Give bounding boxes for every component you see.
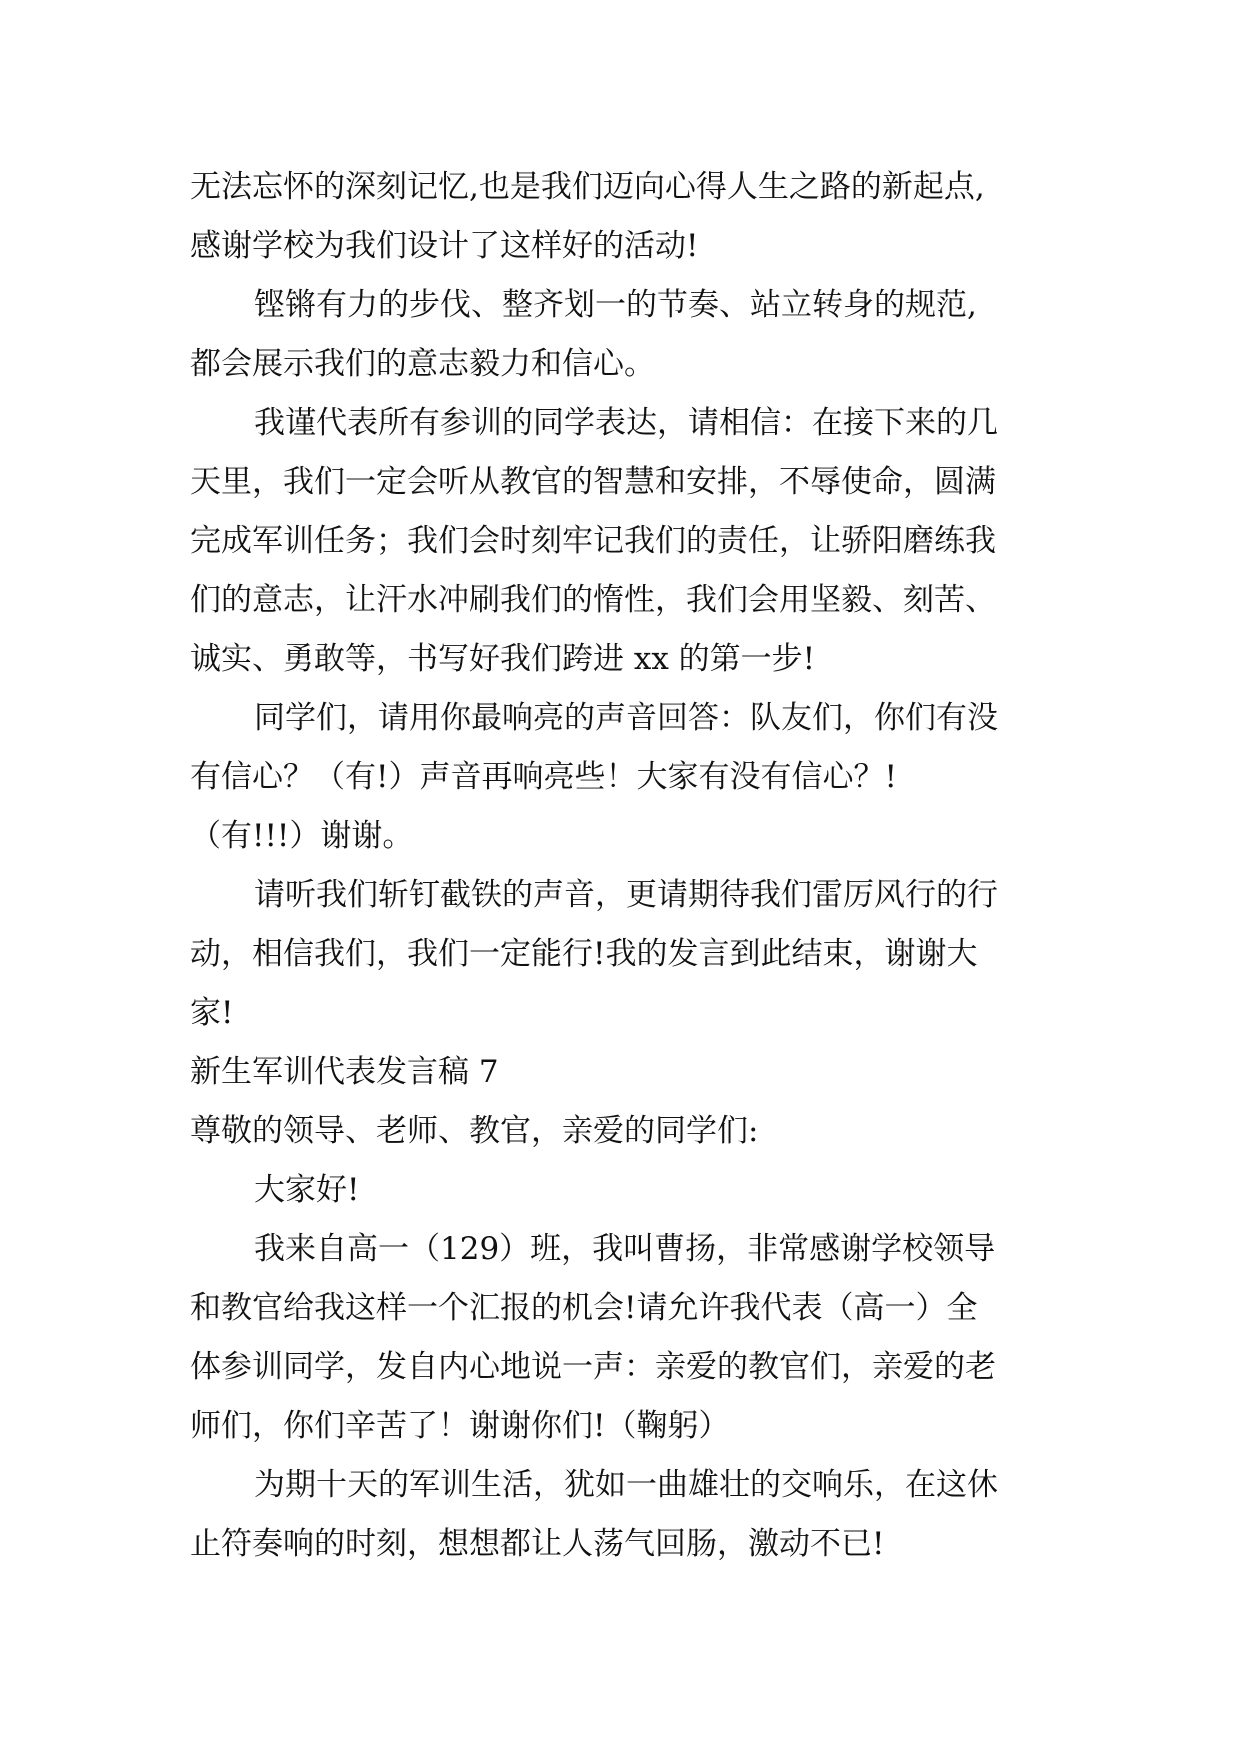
text-line: 请听我们斩钉截铁的声音，更请期待我们雷厉风行的行 <box>254 877 998 913</box>
text-line: 们的意志，让汗水冲刷我们的惰性，我们会用坚毅、刻苦、 <box>190 582 996 618</box>
text-line: 都会展示我们的意志毅力和信心。 <box>190 346 655 382</box>
text-line: 天里，我们一定会听从教官的智慧和安排，不辱使命，圆满 <box>190 464 996 500</box>
text-line: 无法忘怀的深刻记忆,也是我们迈向心得人生之路的新起点, <box>190 169 985 205</box>
text-line: 体参训同学，发自内心地说一声：亲爱的教官们，亲爱的老 <box>190 1349 996 1385</box>
text-line: 有信心？（有!）声音再响亮些！大家有没有信心？! <box>190 759 897 795</box>
text-line: 诚实、勇敢等，书写好我们跨进 xx 的第一步! <box>190 641 816 677</box>
text-line: 完成军训任务；我们会时刻牢记我们的责任，让骄阳磨练我 <box>190 523 996 559</box>
text-line: 铿锵有力的步伐、整齐划一的节奏、站立转身的规范, <box>254 287 977 323</box>
text-line: 师们，你们辛苦了！谢谢你们!（鞠躬） <box>190 1408 730 1444</box>
text-line: 为期十天的军训生活，犹如一曲雄壮的交响乐，在这休 <box>254 1467 998 1503</box>
text-line: 感谢学校为我们设计了这样好的活动! <box>190 228 699 264</box>
text-line: 我谨代表所有参训的同学表达，请相信：在接下来的几 <box>254 405 998 441</box>
text-line: 同学们，请用你最响亮的声音回答：队友们，你们有没 <box>254 700 998 736</box>
text-line: 我来自高一（129）班，我叫曹扬，非常感谢学校领导 <box>254 1231 996 1267</box>
text-line: 动，相信我们，我们一定能行!我的发言到此结束，谢谢大 <box>190 936 978 972</box>
salutation: 尊敬的领导、老师、教官，亲爱的同学们: <box>190 1113 759 1149</box>
section-heading: 新生军训代表发言稿 7 <box>190 1054 499 1090</box>
text-line: 家! <box>190 995 234 1031</box>
greeting: 大家好! <box>254 1172 360 1208</box>
document-body <box>190 158 1090 1574</box>
text-line: 止符奏响的时刻，想想都让人荡气回肠，激动不已! <box>190 1526 885 1562</box>
text-line: 和教官给我这样一个汇报的机会!请允许我代表（高一）全 <box>190 1290 978 1326</box>
text-line: （有!!!）谢谢。 <box>190 818 414 854</box>
